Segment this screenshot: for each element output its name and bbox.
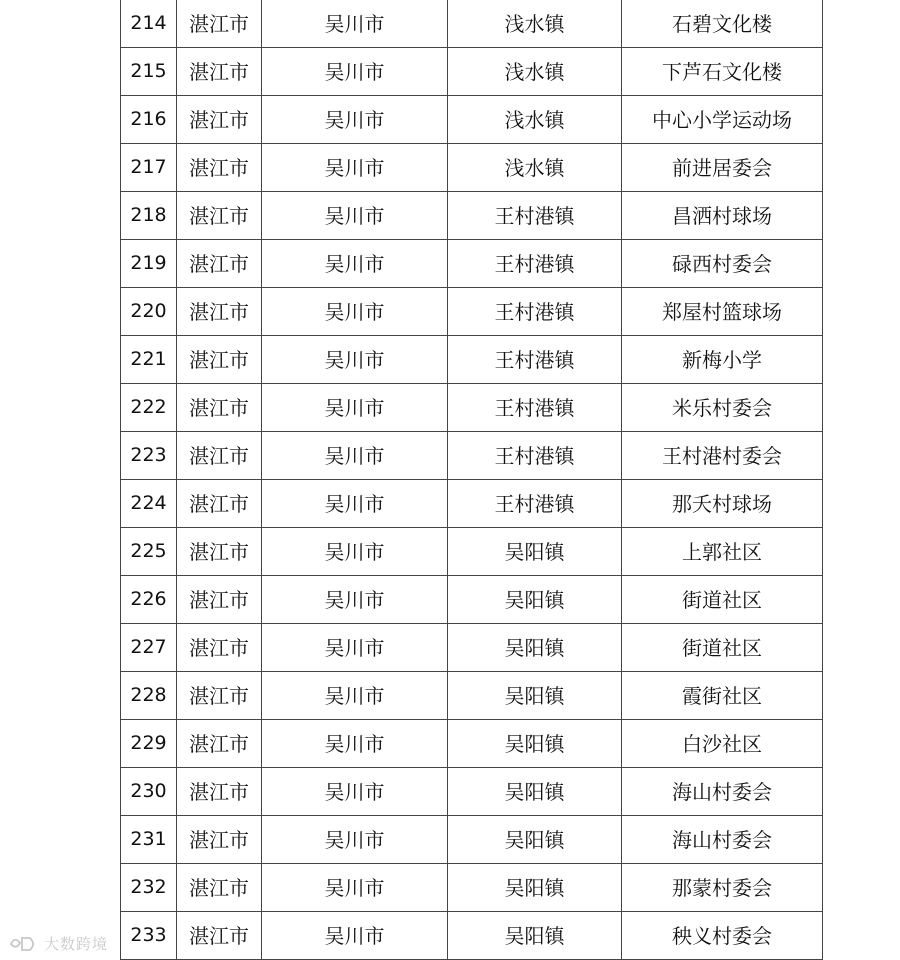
row-number-cell: 220 [121, 288, 177, 336]
county-cell: 吴川市 [262, 48, 448, 96]
table-row [121, 624, 823, 672]
row-number-cell: 218 [121, 192, 177, 240]
county-cell: 吴川市 [262, 0, 448, 48]
site-list-table [120, 0, 823, 960]
row-number-cell: 222 [121, 384, 177, 432]
table-row [121, 240, 823, 288]
county-cell: 吴川市 [262, 816, 448, 864]
table-row [121, 288, 823, 336]
row-number-cell: 219 [121, 240, 177, 288]
county-cell: 吴川市 [262, 480, 448, 528]
county-cell: 吴川市 [262, 288, 448, 336]
table-row [121, 672, 823, 720]
row-number-cell: 227 [121, 624, 177, 672]
site-name-cell: 米乐村委会 [622, 384, 823, 432]
city-cell: 湛江市 [177, 288, 262, 336]
table-row [121, 912, 823, 960]
site-name-cell: 碌西村委会 [622, 240, 823, 288]
county-cell: 吴川市 [262, 240, 448, 288]
row-number-cell: 214 [121, 0, 177, 48]
row-number-cell: 232 [121, 864, 177, 912]
town-cell: 吴阳镇 [448, 576, 622, 624]
row-number-cell: 217 [121, 144, 177, 192]
table-row [121, 0, 823, 48]
town-cell: 王村港镇 [448, 288, 622, 336]
table-row [121, 816, 823, 864]
town-cell: 王村港镇 [448, 432, 622, 480]
town-cell: 吴阳镇 [448, 864, 622, 912]
city-cell: 湛江市 [177, 432, 262, 480]
town-cell: 吴阳镇 [448, 672, 622, 720]
city-cell: 湛江市 [177, 0, 262, 48]
city-cell: 湛江市 [177, 672, 262, 720]
town-cell: 浅水镇 [448, 0, 622, 48]
city-cell: 湛江市 [177, 240, 262, 288]
row-number-cell: 223 [121, 432, 177, 480]
row-number-cell: 215 [121, 48, 177, 96]
county-cell: 吴川市 [262, 864, 448, 912]
city-cell: 湛江市 [177, 192, 262, 240]
site-name-cell: 石碧文化楼 [622, 0, 823, 48]
table-row [121, 336, 823, 384]
table-row [121, 576, 823, 624]
town-cell: 王村港镇 [448, 384, 622, 432]
site-name-cell: 王村港村委会 [622, 432, 823, 480]
table-row [121, 384, 823, 432]
site-name-cell: 霞街社区 [622, 672, 823, 720]
row-number-cell: 224 [121, 480, 177, 528]
city-cell: 湛江市 [177, 720, 262, 768]
county-cell: 吴川市 [262, 624, 448, 672]
site-name-cell: 那夭村球场 [622, 480, 823, 528]
city-cell: 湛江市 [177, 576, 262, 624]
row-number-cell: 228 [121, 672, 177, 720]
town-cell: 吴阳镇 [448, 624, 622, 672]
town-cell: 王村港镇 [448, 240, 622, 288]
table-row [121, 720, 823, 768]
watermark [8, 933, 108, 954]
county-cell: 吴川市 [262, 672, 448, 720]
city-cell: 湛江市 [177, 528, 262, 576]
town-cell: 王村港镇 [448, 480, 622, 528]
row-number-cell: 221 [121, 336, 177, 384]
city-cell: 湛江市 [177, 912, 262, 960]
table-row [121, 480, 823, 528]
county-cell: 吴川市 [262, 192, 448, 240]
city-cell: 湛江市 [177, 48, 262, 96]
table-row [121, 864, 823, 912]
site-name-cell: 下芦石文化楼 [622, 48, 823, 96]
table-body [121, 0, 823, 960]
site-list-table-wrap [120, 0, 822, 960]
town-cell: 王村港镇 [448, 336, 622, 384]
site-name-cell: 郑屋村篮球场 [622, 288, 823, 336]
table-row [121, 432, 823, 480]
town-cell: 吴阳镇 [448, 768, 622, 816]
site-name-cell: 街道社区 [622, 576, 823, 624]
city-cell: 湛江市 [177, 768, 262, 816]
city-cell: 湛江市 [177, 144, 262, 192]
city-cell: 湛江市 [177, 816, 262, 864]
town-cell: 王村港镇 [448, 192, 622, 240]
row-number-cell: 216 [121, 96, 177, 144]
city-cell: 湛江市 [177, 480, 262, 528]
county-cell: 吴川市 [262, 96, 448, 144]
site-name-cell: 街道社区 [622, 624, 823, 672]
town-cell: 吴阳镇 [448, 816, 622, 864]
county-cell: 吴川市 [262, 720, 448, 768]
town-cell: 吴阳镇 [448, 720, 622, 768]
site-name-cell: 白沙社区 [622, 720, 823, 768]
table-row [121, 528, 823, 576]
town-cell: 浅水镇 [448, 96, 622, 144]
site-name-cell: 昌洒村球场 [622, 192, 823, 240]
row-number-cell: 230 [121, 768, 177, 816]
town-cell: 浅水镇 [448, 48, 622, 96]
site-name-cell: 那蒙村委会 [622, 864, 823, 912]
county-cell: 吴川市 [262, 432, 448, 480]
table-row [121, 48, 823, 96]
site-name-cell: 前进居委会 [622, 144, 823, 192]
table-row [121, 192, 823, 240]
table-row [121, 768, 823, 816]
site-name-cell: 秧义村委会 [622, 912, 823, 960]
row-number-cell: 225 [121, 528, 177, 576]
city-cell: 湛江市 [177, 336, 262, 384]
town-cell: 吴阳镇 [448, 912, 622, 960]
watermark-text: 大数跨境 [44, 935, 109, 953]
site-name-cell: 海山村委会 [622, 768, 823, 816]
site-name-cell: 新梅小学 [622, 336, 823, 384]
row-number-cell: 233 [121, 912, 177, 960]
city-cell: 湛江市 [177, 624, 262, 672]
county-cell: 吴川市 [262, 528, 448, 576]
county-cell: 吴川市 [262, 768, 448, 816]
brand-logo-icon [8, 934, 40, 954]
row-number-cell: 229 [121, 720, 177, 768]
row-number-cell: 226 [121, 576, 177, 624]
county-cell: 吴川市 [262, 912, 448, 960]
county-cell: 吴川市 [262, 384, 448, 432]
town-cell: 浅水镇 [448, 144, 622, 192]
city-cell: 湛江市 [177, 864, 262, 912]
site-name-cell: 中心小学运动场 [622, 96, 823, 144]
county-cell: 吴川市 [262, 336, 448, 384]
county-cell: 吴川市 [262, 144, 448, 192]
city-cell: 湛江市 [177, 384, 262, 432]
site-name-cell: 海山村委会 [622, 816, 823, 864]
table-row [121, 144, 823, 192]
table-row [121, 96, 823, 144]
city-cell: 湛江市 [177, 96, 262, 144]
site-name-cell: 上郭社区 [622, 528, 823, 576]
county-cell: 吴川市 [262, 576, 448, 624]
town-cell: 吴阳镇 [448, 528, 622, 576]
row-number-cell: 231 [121, 816, 177, 864]
